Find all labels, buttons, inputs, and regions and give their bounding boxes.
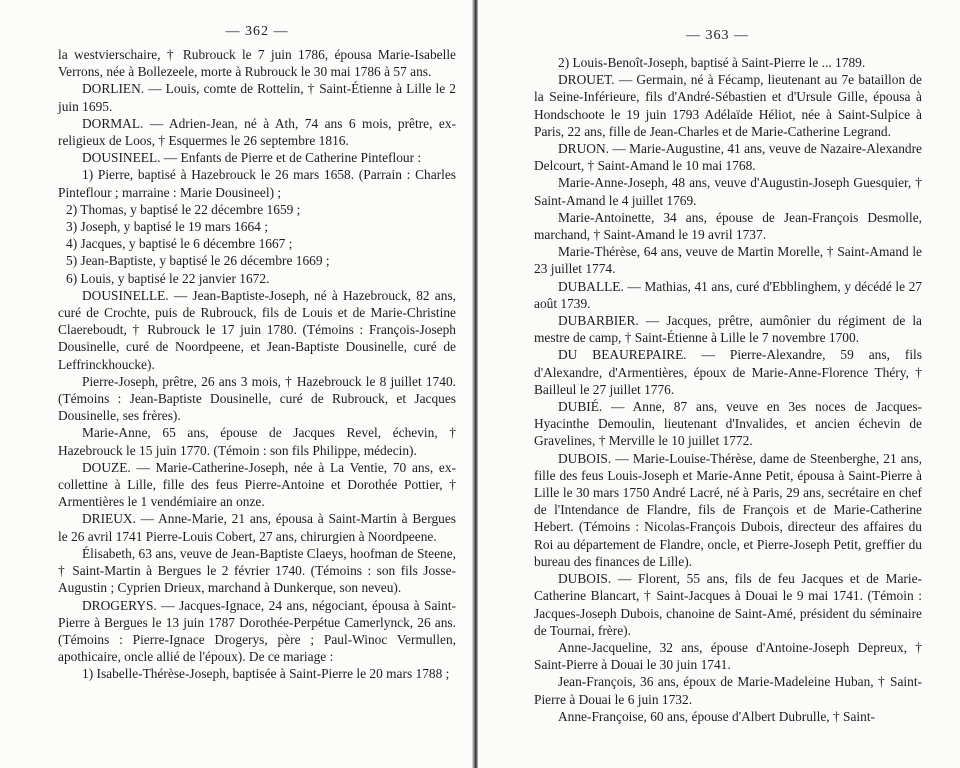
paragraph: DUBOIS. — Florent, 55 ans, fils de feu Jacques et de Marie-Catherine Blancart, † Saint-Jacques à Douai le 9 mai 1741. (Témoin : Jacques-Joseph Dubois, chanoine de Saint-Amé, président du séminaire de Tournai, frère). (534, 571, 922, 638)
list-item: 5) Jean-Baptiste, y baptisé le 26 décembre 1669 ; (66, 253, 330, 269)
paragraph: DROGERYS. — Jacques-Ignace, 24 ans, négociant, épousa à Saint-Pierre à Bergues le 13 juin 1787 Dorothée-Perpétue Camerlynck, 26 ans. (Témoins : Pierre-Ignace Drogerys, père ; Paul-Winoc Vermullen, apothicaire, oncle allié de l'époux). De ce mariage : (58, 597, 456, 665)
paragraph: DUBOIS. — Marie-Louise-Thérèse, dame de Steenberghe, 21 ans, fille des feus Louis-Joseph et Marie-Anne Petit, épousa à Saint-Pierre à Lille le 30 mars 1750 André Lacré, né à Paris, 29 ans, secrétaire en chef de l'Intendance de Flandre, fils de François et de Marie-Catherine Hebert. (Témoins : Nicolas-François Dubois, directeur des affaires du Roi au département de Flandre, oncle, et Pierre-Joseph Petit, greffier du bureau des finances de Lille). (534, 450, 922, 569)
left-page (0, 0, 474, 768)
paragraph: DOUSINEEL. — Enfants de Pierre et de Catherine Pinteflour : (82, 150, 422, 166)
paragraph: DORMAL. — Adrien-Jean, né à Ath, 74 ans 6 mois, prêtre, ex-religieux de Loos, † Esquermes le 26 septembre 1816. (58, 115, 456, 149)
paragraph: Marie-Thérèse, 64 ans, veuve de Martin Morelle, † Saint-Amand le 23 juillet 1774. (534, 244, 922, 277)
list-item: 3) Joseph, y baptisé le 19 mars 1664 ; (66, 219, 268, 235)
paragraph: DROUET. — Germain, né à Fécamp, lieutenant au 7e bataillon de la Seine-Inférieure, fils d'André-Sébastien et d'Ursule Gille, épousa à Hondschoote le 19 juin 1793 Adélaïde Héliot, née à Saint-Sulpice à Paris, 22 ans, fille de Jean-Charles et de Marie-Catherine Legrand. (534, 72, 922, 139)
paragraph: 1) Pierre, baptisé à Hazebrouck le 26 mars 1658. (Parrain : Charles Pinteflour ; marraine : Marie Dousineel) ; (58, 167, 456, 200)
paragraph: Élisabeth, 63 ans, veuve de Jean-Baptiste Claeys, hoofman de Steene, † Saint-Martin à Bergues le 2 février 1740. (Témoins : son fils Josse-Augustin ; Cyprien Drieux, marchand à Dunkerque, son neveu). (58, 545, 456, 596)
paragraph: DOUSINELLE. — Jean-Baptiste-Joseph, né à Hazebrouck, 82 ans, curé de Crochte, puis de Rubrouck, fils de Louis et de Marie-Christine Claereboudt, † Rubrouck le 17 juin 1780. (Témoins : François-Joseph Dousinelle, curé de Noordpeene, et Jean-Baptiste Dousinelle, curé de Leffrinckhoucke). (58, 287, 456, 372)
page-text (534, 54, 922, 725)
page-number: — 363 — (686, 28, 749, 43)
paragraph: la westvierschaire, † Rubrouck le 7 juin 1786, épousa Marie-Isabelle Verrons, née à Bollezeele, morte à Rubrouck le 30 mai 1786 à 57 ans. (58, 47, 456, 80)
page-text (58, 46, 456, 683)
paragraph: DUBIÉ. — Anne, 87 ans, veuve en 3es noces de Jacques-Hyacinthe Demoulin, lieutenant d'Invalides, et ancien échevin de Gravelines, † Merville le 10 juillet 1772. (534, 399, 922, 449)
paragraph: DUBARBIER. — Jacques, prêtre, aumônier du régiment de la mestre de camp, † Saint-Étienne à Lille le 7 novembre 1700. (534, 313, 922, 346)
paragraph: DU BEAUREPAIRE. — Pierre-Alexandre, 59 ans, fils d'Alexandre, d'Armentières, époux de Marie-Anne-Florence Théry, † Bailleul le 27 juillet 1776. (534, 347, 922, 397)
list-item: 2) Thomas, y baptisé le 22 décembre 1659 ; (66, 201, 301, 217)
paragraph: Pierre-Joseph, prêtre, 26 ans 3 mois, † Hazebrouck le 8 juillet 1740. (Témoins : Jean-Baptiste Dousinelle, curé de Rubrouck, et Jacques Dousinelle, ses frères). (58, 373, 456, 424)
paragraph: Anne-Françoise, 60 ans, épouse d'Albert Dubrulle, † Saint- (558, 708, 876, 724)
paragraph: Anne-Jacqueline, 32 ans, épouse d'Antoine-Joseph Depreux, † Saint-Pierre à Douai le 30 juin 1741. (534, 639, 922, 673)
paragraph: Marie-Anne, 65 ans, épouse de Jacques Revel, échevin, † Hazebrouck le 15 juin 1770. (Témoin : son fils Philippe, médecin). (58, 425, 456, 458)
paragraph: DUBALLE. — Mathias, 41 ans, curé d'Ebblinghem, y décédé le 27 août 1739. (534, 278, 922, 311)
paragraph: DRIEUX. — Anne-Marie, 21 ans, épousa à Saint-Martin à Bergues le 26 avril 1741 Pierre-Louis Cobert, 27 ans, chirurgien à Noordpeene. (58, 511, 456, 544)
right-page (478, 0, 960, 768)
list-item: 6) Louis, y baptisé le 22 janvier 1672. (66, 270, 270, 286)
list-item: 4) Jacques, y baptisé le 6 décembre 1667 ; (66, 236, 293, 252)
paragraph: DOUZE. — Marie-Catherine-Joseph, née à La Ventie, 70 ans, ex-collettine à Lille, fille des feus Pierre-Antoine et Dorothée Pottier, † Armentières le 1 vendémiaire an onze. (58, 459, 456, 510)
paragraph: DORLIEN. — Louis, comte de Rottelin, † Saint-Étienne à Lille le 2 juin 1695. (58, 81, 456, 114)
paragraph: 1) Isabelle-Thérèse-Joseph, baptisée à Saint-Pierre le 20 mars 1788 ; (82, 666, 450, 682)
paragraph: DRUON. — Marie-Augustine, 41 ans, veuve de Nazaire-Alexandre Delcourt, † Saint-Amand le 10 mai 1768. (534, 141, 922, 174)
paragraph: 2) Louis-Benoît-Joseph, baptisé à Saint-Pierre le ... 1789. (558, 55, 866, 70)
page-number: — 362 — (225, 24, 289, 39)
paragraph: Marie-Antoinette, 34 ans, épouse de Jean-François Desmolle, marchand, † Saint-Amand le 19 avril 1737. (534, 209, 922, 243)
paragraph: Marie-Anne-Joseph, 48 ans, veuve d'Augustin-Joseph Guesquier, † Saint-Amand le 4 juillet 1769. (534, 175, 922, 208)
paragraph: Jean-François, 36 ans, époux de Marie-Madeleine Huban, † Saint-Pierre à Douai le 6 juin 1732. (534, 674, 922, 707)
